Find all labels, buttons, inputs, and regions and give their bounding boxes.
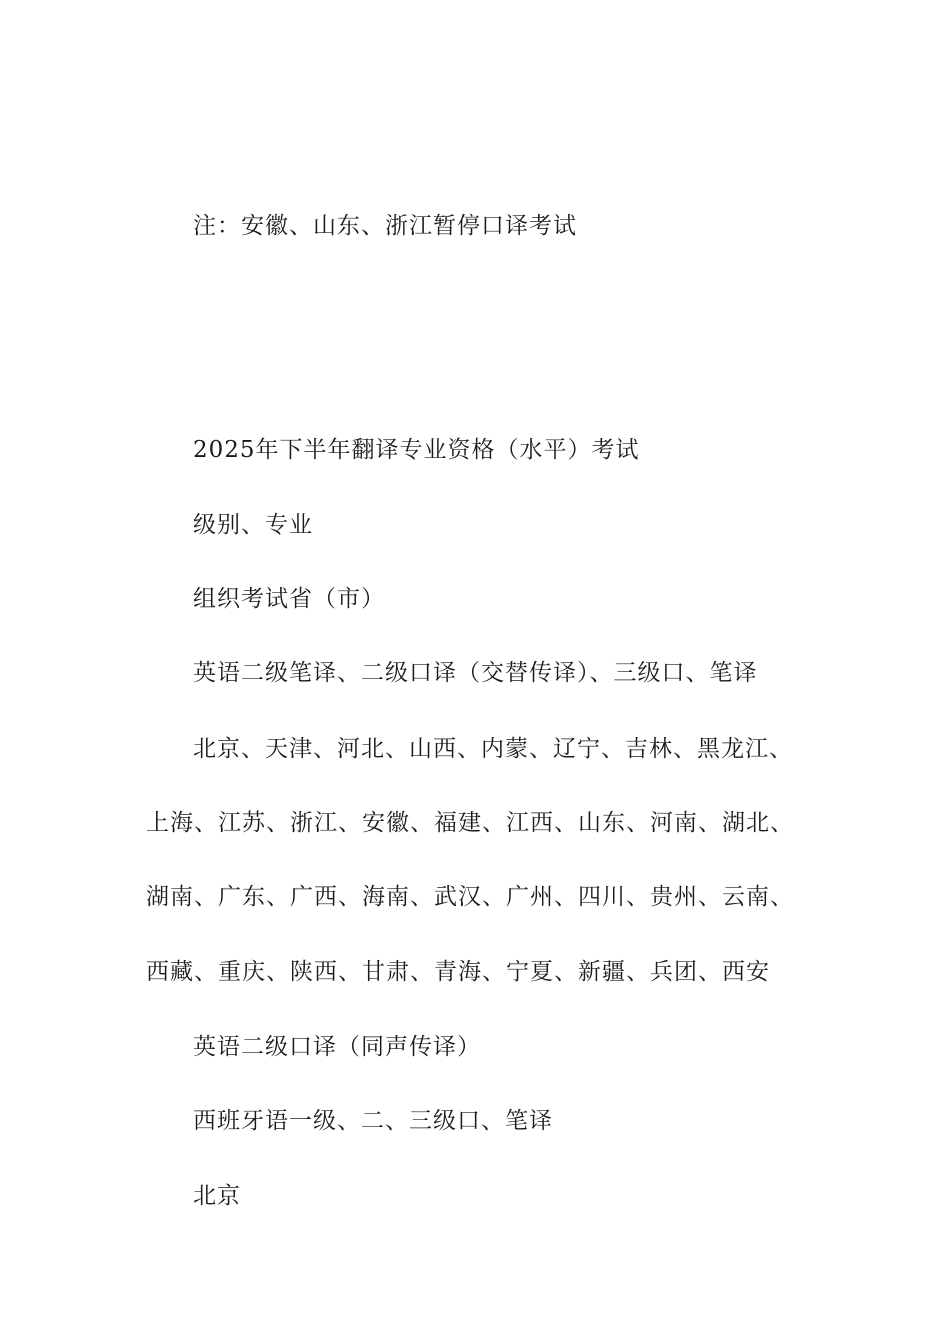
row3-level: 西班牙语一级、二、三级口、笔译 (193, 1108, 553, 1134)
row1-provinces-line-4: 西藏、重庆、陕西、甘肃、青海、宁夏、新疆、兵团、西安 (146, 959, 770, 985)
row2-level: 英语二级口译（同声传译） (193, 1034, 481, 1060)
document-heading: 2025年下半年翻译专业资格（水平）考试 (193, 437, 640, 463)
row1-provinces-line-2: 上海、江苏、浙江、安徽、福建、江西、山东、河南、湖北、 (146, 810, 794, 836)
row1-provinces-line-1: 北京、天津、河北、山西、内蒙、辽宁、吉林、黑龙江、 (193, 736, 793, 762)
column-header-province: 组织考试省（市） (193, 586, 385, 612)
column-header-level: 级别、专业 (193, 512, 313, 538)
row1-level: 英语二级笔译、二级口译（交替传译）、三级口、笔译 (193, 660, 758, 686)
row1-provinces-line-3: 湖南、广东、广西、海南、武汉、广州、四川、贵州、云南、 (146, 884, 794, 910)
note-text: 注：安徽、山东、浙江暂停口译考试 (193, 213, 577, 239)
row3-province: 北京 (193, 1183, 241, 1209)
